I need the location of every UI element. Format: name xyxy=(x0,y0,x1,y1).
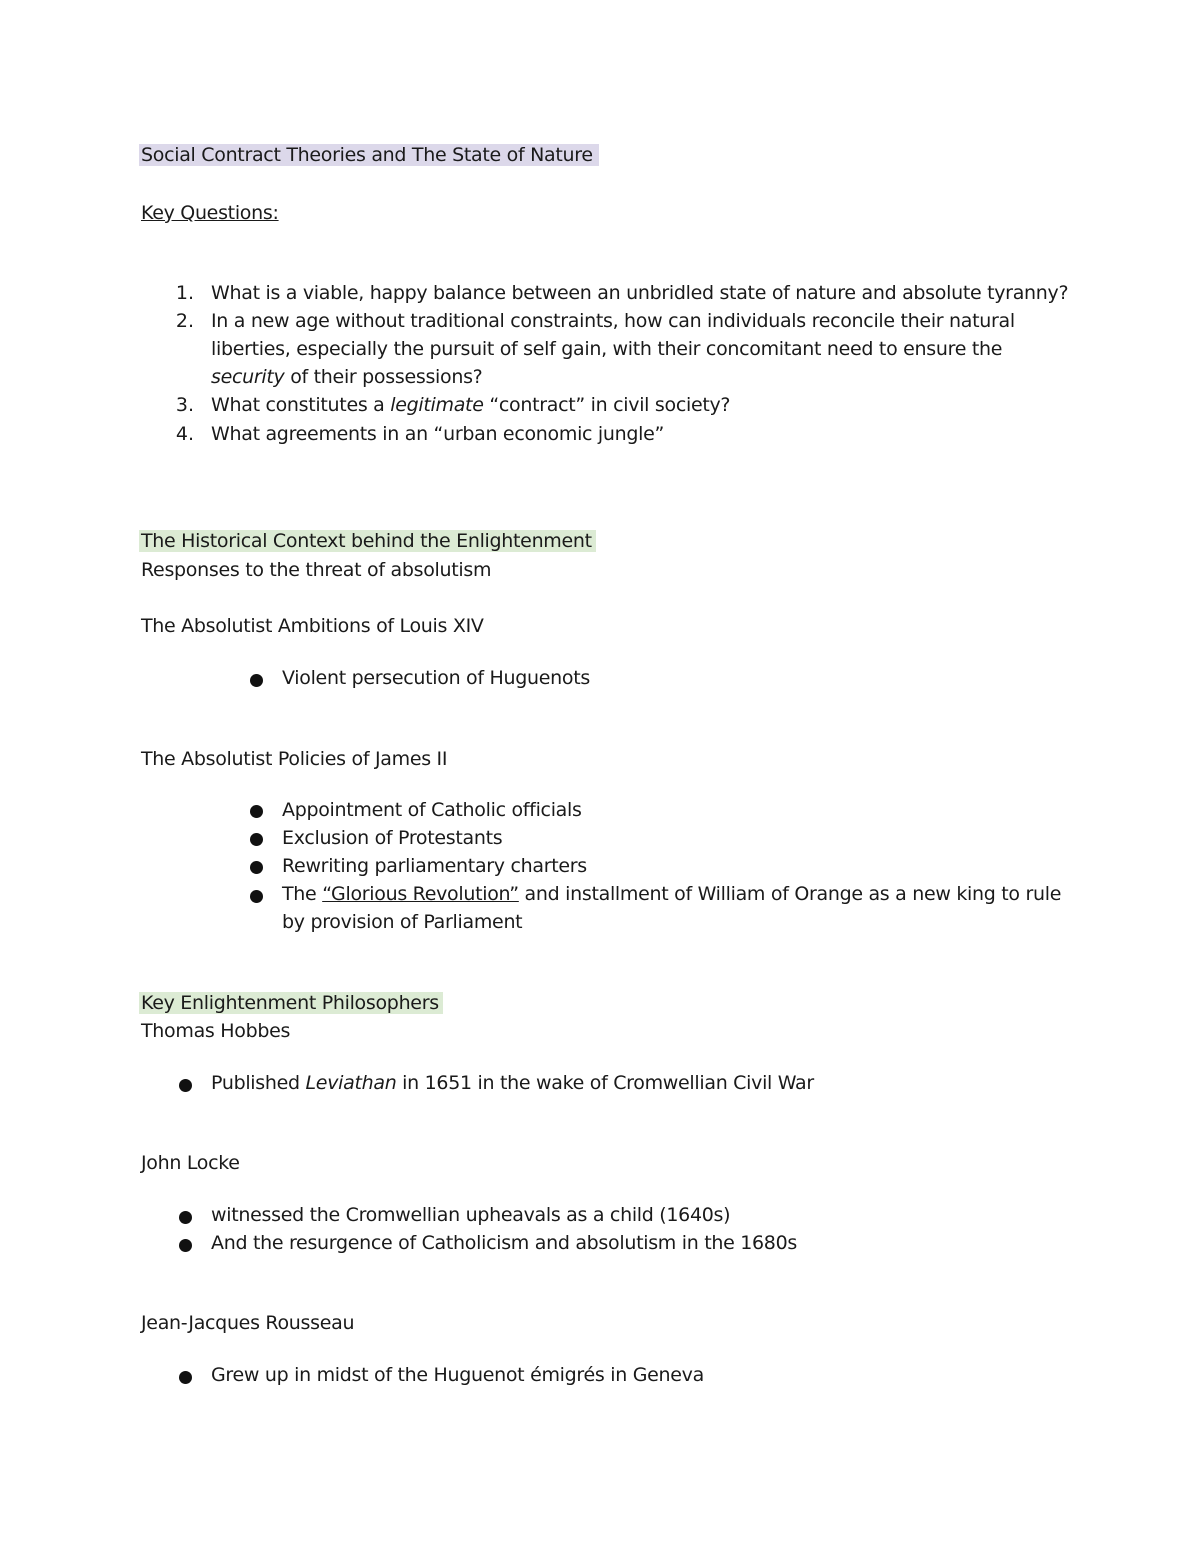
key-questions-heading: Key Questions: xyxy=(141,202,279,224)
bullet-dot xyxy=(179,1239,192,1252)
james-bullet-4-line-1 xyxy=(282,880,1061,908)
louis-title: The Absolutist Ambitions of Louis XIV xyxy=(141,615,484,637)
james-bullet-2: Exclusion of Protestants xyxy=(282,827,503,849)
bullet-dot xyxy=(179,1211,192,1224)
rousseau-name: Jean-Jacques Rousseau xyxy=(141,1312,355,1334)
question-3 xyxy=(211,391,730,419)
bullet-dot xyxy=(250,861,263,874)
question-3-pre: What constitutes a xyxy=(211,394,391,416)
locke-bullet-2: And the resurgence of Catholicism and absolutism in the 1680s xyxy=(211,1232,797,1254)
emphasis-legitimate: legitimate xyxy=(390,394,484,416)
question-2-line-3 xyxy=(211,363,482,391)
bullet-dot xyxy=(250,833,263,846)
james-title: The Absolutist Policies of James II xyxy=(141,748,448,770)
question-4: What agreements in an “urban economic jungle” xyxy=(211,423,665,445)
locke-name: John Locke xyxy=(141,1152,240,1174)
rousseau-bullet-1: Grew up in midst of the Huguenot émigrés in Geneva xyxy=(211,1364,704,1386)
james-bullet-4-line-2: by provision of Parliament xyxy=(282,911,523,933)
bullet-dot xyxy=(250,805,263,818)
bullet-dot xyxy=(250,890,263,903)
bullet-dot xyxy=(250,674,263,687)
bullet-dot xyxy=(179,1371,192,1384)
hobbes-bullet-1 xyxy=(211,1069,814,1097)
locke-bullet-1: witnessed the Cromwellian upheavals as a child (1640s) xyxy=(211,1204,731,1226)
bullet-dot xyxy=(179,1079,192,1092)
question-2-line-2: liberties, especially the pursuit of self gain, with their concomitant need to ensure the xyxy=(211,338,1003,360)
hobbes-bullet-post: in 1651 in the wake of Cromwellian Civil War xyxy=(396,1072,814,1094)
list-number: 4. xyxy=(175,423,194,445)
question-2-line-3-rest: of their possessions? xyxy=(284,366,483,388)
louis-bullet-1: Violent persecution of Huguenots xyxy=(282,667,590,689)
document-title: Social Contract Theories and The State of Nature xyxy=(141,141,599,169)
james-bullet-4-pre: The xyxy=(282,883,323,905)
list-number: 3. xyxy=(175,394,194,416)
list-number: 1. xyxy=(175,282,194,304)
emphasis-security: security xyxy=(211,366,285,388)
question-3-post: “contract” in civil society? xyxy=(483,394,731,416)
question-2-line-1: In a new age without traditional constraints, how can individuals reconcile their natural xyxy=(211,310,1015,332)
emphasis-leviathan: Leviathan xyxy=(305,1072,397,1094)
james-bullet-3: Rewriting parliamentary charters xyxy=(282,855,587,877)
historical-heading: The Historical Context behind the Enlightenment xyxy=(141,527,596,555)
hobbes-bullet-pre: Published xyxy=(211,1072,306,1094)
hobbes-name: Thomas Hobbes xyxy=(141,1020,291,1042)
james-bullet-1: Appointment of Catholic officials xyxy=(282,799,582,821)
list-number: 2. xyxy=(175,310,194,332)
philosophers-heading: Key Enlightenment Philosophers xyxy=(141,989,443,1017)
james-bullet-4-post: and installment of William of Orange as a new king to rule xyxy=(518,883,1062,905)
historical-subheading: Responses to the threat of absolutism xyxy=(141,559,492,581)
question-1: What is a viable, happy balance between an unbridled state of nature and absolute tyranny? xyxy=(211,282,1069,304)
glorious-revolution-link[interactable]: “Glorious Revolution” xyxy=(322,883,519,905)
